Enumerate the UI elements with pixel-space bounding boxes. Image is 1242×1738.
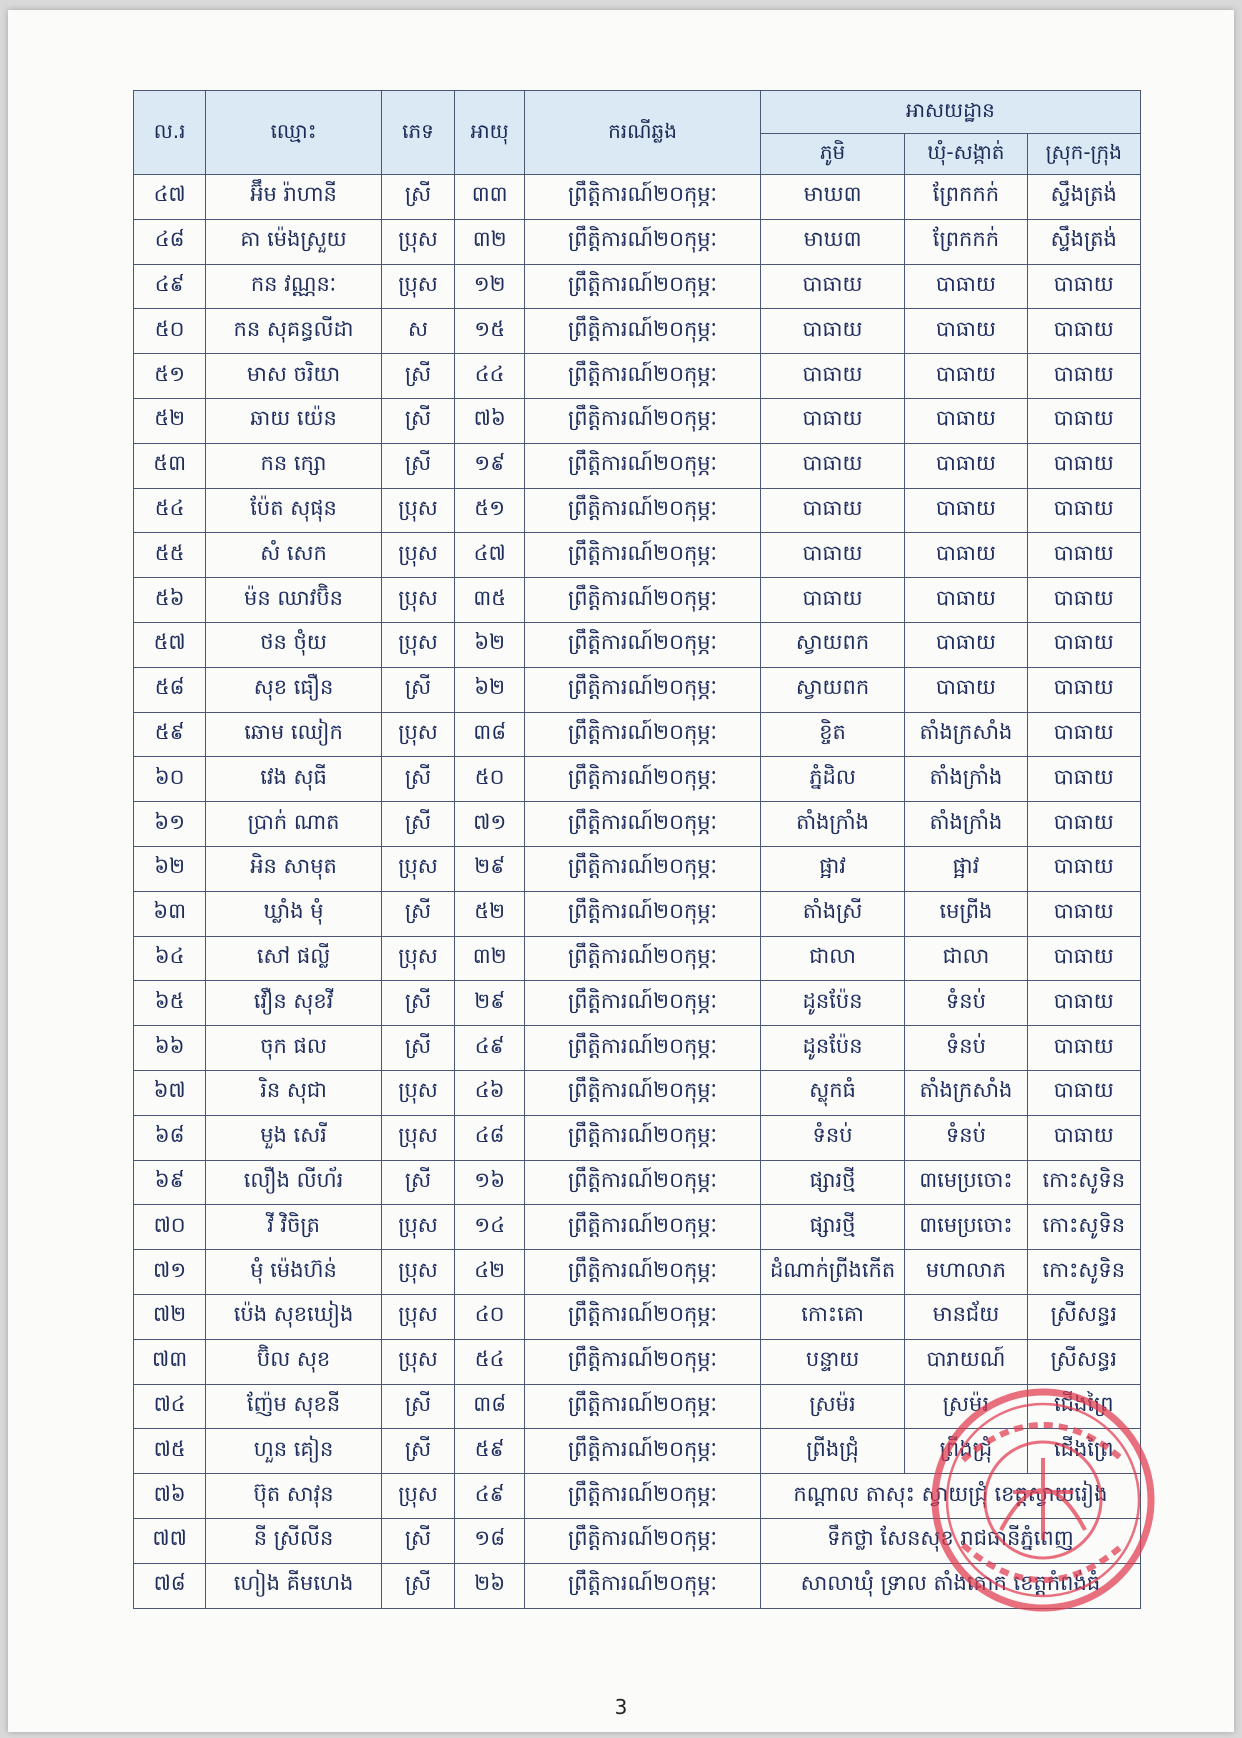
cell-case: ព្រឹត្តិការណ៍២០កុម្ភៈ	[525, 1294, 761, 1339]
cell-no: ៧១	[134, 1250, 206, 1295]
cell-age: ១៨	[455, 1518, 525, 1563]
cell-district: បាធាយ	[1027, 443, 1140, 488]
cell-village: បាធាយ	[760, 264, 904, 309]
cell-sex: ប្រុស	[381, 1115, 454, 1160]
table-row	[134, 981, 1141, 1026]
cell-no: ៧៧	[134, 1518, 206, 1563]
cell-village: ខ្ចិត	[760, 712, 904, 757]
cell-commune: មេព្រីង	[905, 891, 1027, 936]
cell-sex: ប្រុស	[381, 1250, 454, 1295]
document-page	[8, 10, 1234, 1732]
cell-no: ៦១	[134, 802, 206, 847]
cell-sex: ប្រុស	[381, 264, 454, 309]
cell-district: បាធាយ	[1027, 622, 1140, 667]
cell-district: កោះសូទិន	[1027, 1160, 1140, 1205]
cell-case: ព្រឹត្តិការណ៍២០កុម្ភៈ	[525, 1384, 761, 1429]
header-no: ល.រ	[134, 91, 206, 175]
cell-name: ប៉ែត សុផុន	[206, 488, 382, 533]
cell-district: បាធាយ	[1027, 846, 1140, 891]
table-row	[134, 354, 1141, 399]
table-row	[134, 219, 1141, 264]
cell-no: ៥៥	[134, 533, 206, 578]
cell-sex: ប្រុស	[381, 622, 454, 667]
cell-commune: តាំងក្រាំង	[905, 802, 1027, 847]
cell-no: ៥៣	[134, 443, 206, 488]
cell-district: បាធាយ	[1027, 891, 1140, 936]
cell-case: ព្រឹត្តិការណ៍២០កុម្ភៈ	[525, 488, 761, 533]
cell-commune: ទំនប់	[905, 1115, 1027, 1160]
cell-sex: ស្រី	[381, 1429, 454, 1474]
cell-sex: ស្រី	[381, 1384, 454, 1429]
cell-sex: ស្រី	[381, 175, 454, 220]
cell-district: បាធាយ	[1027, 354, 1140, 399]
cell-case: ព្រឹត្តិការណ៍២០កុម្ភៈ	[525, 712, 761, 757]
cell-no: ៦៦	[134, 1026, 206, 1071]
cell-district: បាធាយ	[1027, 757, 1140, 802]
cell-name: ម៉ន ឈាវប៊ិន	[206, 578, 382, 623]
cell-case: ព្រឹត្តិការណ៍២០កុម្ភៈ	[525, 667, 761, 712]
cell-sex: ស្រី	[381, 443, 454, 488]
table-row	[134, 1429, 1141, 1474]
cell-no: ៦៨	[134, 1115, 206, 1160]
cell-commune: បាធាយ	[905, 533, 1027, 578]
cell-case: ព្រឹត្តិការណ៍២០កុម្ភៈ	[525, 443, 761, 488]
cell-sex: ប្រុស	[381, 1339, 454, 1384]
cell-no: ៥២	[134, 398, 206, 443]
cell-case: ព្រឹត្តិការណ៍២០កុម្ភៈ	[525, 1205, 761, 1250]
cell-case: ព្រឹត្តិការណ៍២០កុម្ភៈ	[525, 533, 761, 578]
cell-name: ប៊ុត សាវុន	[206, 1474, 382, 1519]
cell-sex: ស្រី	[381, 1518, 454, 1563]
table-row	[134, 1160, 1141, 1205]
cell-case: ព្រឹត្តិការណ៍២០កុម្ភៈ	[525, 398, 761, 443]
cell-no: ៦២	[134, 846, 206, 891]
cell-commune: ផ្អាវ	[905, 846, 1027, 891]
cell-village: ផ្សារថ្មី	[760, 1205, 904, 1250]
cell-name: ឆាយ យ៉េន	[206, 398, 382, 443]
cell-no: ៧៦	[134, 1474, 206, 1519]
cell-name: ហៀង គីមហេង	[206, 1563, 382, 1608]
header-village: ភូមិ	[760, 134, 904, 175]
cell-district: ស្ទឹងត្រង់	[1027, 175, 1140, 220]
cell-sex: ប្រុស	[381, 936, 454, 981]
cell-sex: ស្រី	[381, 398, 454, 443]
table-row	[134, 1518, 1141, 1563]
table-row	[134, 622, 1141, 667]
cell-sex: ស្រី	[381, 667, 454, 712]
cell-age: ២៦	[455, 1563, 525, 1608]
cell-commune: ព្រែកកក់	[905, 219, 1027, 264]
cell-district: បាធាយ	[1027, 398, 1140, 443]
cell-name: ថន ថុំយ	[206, 622, 382, 667]
cell-sex: ស្រី	[381, 1160, 454, 1205]
cell-village: បាធាយ	[760, 533, 904, 578]
cell-sex: ប្រុស	[381, 1070, 454, 1115]
cell-age: ៤០	[455, 1294, 525, 1339]
cell-case: ព្រឹត្តិការណ៍២០កុម្ភៈ	[525, 1563, 761, 1608]
cell-address-merged: ទឹកថ្លា សែនសុខ រាជធានីភ្នំពេញ	[760, 1518, 1140, 1563]
cell-village: បាធាយ	[760, 443, 904, 488]
header-district: ស្រុក-ក្រុង	[1027, 134, 1140, 175]
cell-commune: ទំនប់	[905, 981, 1027, 1026]
cell-no: ៥៨	[134, 667, 206, 712]
cell-name: វេង សុធី	[206, 757, 382, 802]
cell-sex: ប្រុស	[381, 1294, 454, 1339]
cell-sex: ស្រី	[381, 354, 454, 399]
cell-name: ហួន គៀន	[206, 1429, 382, 1474]
cell-case: ព្រឹត្តិការណ៍២០កុម្ភៈ	[525, 578, 761, 623]
table-row	[134, 1205, 1141, 1250]
cell-sex: ស្រី	[381, 1026, 454, 1071]
cell-commune: ជាលា	[905, 936, 1027, 981]
cell-name: ឃ្លាំង មុំ	[206, 891, 382, 936]
cell-name: រិន សុជា	[206, 1070, 382, 1115]
table-row	[134, 578, 1141, 623]
cell-village: ដូនប៉ែន	[760, 1026, 904, 1071]
cell-village: តាំងក្រាំង	[760, 802, 904, 847]
cell-name: កន វណ្ណនៈ	[206, 264, 382, 309]
cell-age: ៥១	[455, 488, 525, 533]
cell-age: ១៦	[455, 1160, 525, 1205]
cell-name: កន ក្សោ	[206, 443, 382, 488]
cell-case: ព្រឹត្តិការណ៍២០កុម្ភៈ	[525, 1115, 761, 1160]
cell-village: បាធាយ	[760, 354, 904, 399]
cell-village: មាឃ៣	[760, 175, 904, 220]
cell-case: ព្រឹត្តិការណ៍២០កុម្ភៈ	[525, 1026, 761, 1071]
cell-case: ព្រឹត្តិការណ៍២០កុម្ភៈ	[525, 891, 761, 936]
cell-name: មុំ ម៉េងហ៊ន់	[206, 1250, 382, 1295]
cell-village: ដូនប៉ែន	[760, 981, 904, 1026]
cell-commune: បាធាយ	[905, 309, 1027, 354]
cell-no: ៧០	[134, 1205, 206, 1250]
table-body	[134, 175, 1141, 1609]
cell-name: សំ សេក	[206, 533, 382, 578]
cell-commune: ព្រែកកក់	[905, 175, 1027, 220]
cell-district: បាធាយ	[1027, 1026, 1140, 1071]
table-row	[134, 802, 1141, 847]
cell-commune: មានជ័យ	[905, 1294, 1027, 1339]
cell-age: ៤៦	[455, 1070, 525, 1115]
cell-sex: ប្រុស	[381, 578, 454, 623]
cell-village: បាធាយ	[760, 578, 904, 623]
cell-village: បាធាយ	[760, 398, 904, 443]
cell-case: ព្រឹត្តិការណ៍២០កុម្ភៈ	[525, 1518, 761, 1563]
page-number: 3	[614, 1695, 628, 1719]
cell-case: ព្រឹត្តិការណ៍២០កុម្ភៈ	[525, 1070, 761, 1115]
cell-age: ២៩	[455, 846, 525, 891]
cell-commune: បាធាយ	[905, 398, 1027, 443]
cell-village: ស្លុកធំ	[760, 1070, 904, 1115]
table-row	[134, 1294, 1141, 1339]
cell-sex: ប្រុស	[381, 712, 454, 757]
cell-commune: តាំងក្រសាំង	[905, 712, 1027, 757]
cell-village: ស្វាយពក	[760, 667, 904, 712]
cell-no: ៦៤	[134, 936, 206, 981]
cell-village: បាធាយ	[760, 309, 904, 354]
cell-commune: បាធាយ	[905, 667, 1027, 712]
cell-name: មាស ចរិយា	[206, 354, 382, 399]
cell-no: ៥៧	[134, 622, 206, 667]
cell-age: ៦២	[455, 667, 525, 712]
cell-no: ៥៦	[134, 578, 206, 623]
cell-district: ជើងព្រៃ	[1027, 1384, 1140, 1429]
cell-district: ស្ទឹងត្រង់	[1027, 219, 1140, 264]
header-sex: ភេទ	[381, 91, 454, 175]
cell-case: ព្រឹត្តិការណ៍២០កុម្ភៈ	[525, 354, 761, 399]
cell-no: ៥៤	[134, 488, 206, 533]
cell-village: ស្រម៉រ	[760, 1384, 904, 1429]
cell-no: ៦០	[134, 757, 206, 802]
cell-no: ៥០	[134, 309, 206, 354]
cell-name: អ៊ឹម រ៉ាហានី	[206, 175, 382, 220]
cell-age: ៤២	[455, 1250, 525, 1295]
cell-age: ៣៥	[455, 578, 525, 623]
table-row	[134, 712, 1141, 757]
table-row	[134, 1474, 1141, 1519]
cell-commune: បាធាយ	[905, 578, 1027, 623]
cell-name: ឆោម ឈៀក	[206, 712, 382, 757]
table-row	[134, 936, 1141, 981]
table-row	[134, 443, 1141, 488]
cell-address-merged: សាលាឃុំ ទ្រាល តាំងគោក ខេត្តកំពង់ធំ	[760, 1563, 1140, 1608]
cell-age: ៧១	[455, 802, 525, 847]
cell-village: មាឃ៣	[760, 219, 904, 264]
cell-commune: តាំងក្រសាំង	[905, 1070, 1027, 1115]
cell-sex: ស្រី	[381, 981, 454, 1026]
cell-sex: ស	[381, 309, 454, 354]
cell-name: សុខ ធឿន	[206, 667, 382, 712]
header-name: ឈ្មោះ	[206, 91, 382, 175]
cell-case: ព្រឹត្តិការណ៍២០កុម្ភៈ	[525, 622, 761, 667]
cell-age: ៣៨	[455, 712, 525, 757]
table-row	[134, 175, 1141, 220]
cell-district: ជើងព្រៃ	[1027, 1429, 1140, 1474]
header-case: ករណីឆ្លង	[525, 91, 761, 175]
cell-case: ព្រឹត្តិការណ៍២០កុម្ភៈ	[525, 1474, 761, 1519]
cell-case: ព្រឹត្តិការណ៍២០កុម្ភៈ	[525, 936, 761, 981]
cell-name: វឿន សុខវី	[206, 981, 382, 1026]
cell-sex: ប្រុស	[381, 1205, 454, 1250]
cell-name: ញ៉ែម សុខនី	[206, 1384, 382, 1429]
cell-district: បាធាយ	[1027, 309, 1140, 354]
cell-age: ៦២	[455, 622, 525, 667]
cell-commune: ស្រម៉រ	[905, 1384, 1027, 1429]
cell-age: ៧៦	[455, 398, 525, 443]
cell-village: បាធាយ	[760, 488, 904, 533]
cell-age: ៤៧	[455, 533, 525, 578]
cell-age: ៤៩	[455, 1026, 525, 1071]
table-row	[134, 1384, 1141, 1429]
cell-no: ៦៩	[134, 1160, 206, 1205]
cell-commune: បាធាយ	[905, 443, 1027, 488]
cell-village: ព្រីងជ្រុំ	[760, 1429, 904, 1474]
cell-district: បាធាយ	[1027, 264, 1140, 309]
cell-no: ៤៧	[134, 175, 206, 220]
cell-commune: មហាលាភ	[905, 1250, 1027, 1295]
header-age: អាយុ	[455, 91, 525, 175]
cell-name: ចុក ផល	[206, 1026, 382, 1071]
cell-age: ៣២	[455, 219, 525, 264]
cell-village: ដំណាក់ព្រីងកើត	[760, 1250, 904, 1295]
cell-case: ព្រឹត្តិការណ៍២០កុម្ភៈ	[525, 1160, 761, 1205]
table-row	[134, 1339, 1141, 1384]
cell-sex: ប្រុស	[381, 533, 454, 578]
table-row	[134, 488, 1141, 533]
table-row	[134, 1563, 1141, 1608]
cell-village: តាំងស្រី	[760, 891, 904, 936]
cell-village: ផ្អាវ	[760, 846, 904, 891]
cell-no: ៥១	[134, 354, 206, 399]
cell-sex: ស្រី	[381, 802, 454, 847]
cell-village: បន្ទាយ	[760, 1339, 904, 1384]
cell-commune: បាធាយ	[905, 488, 1027, 533]
cell-district: ស្រីសន្ធរ	[1027, 1339, 1140, 1384]
table-row	[134, 398, 1141, 443]
header-address: អាសយដ្ឋាន	[760, 91, 1140, 134]
cell-case: ព្រឹត្តិការណ៍២០កុម្ភៈ	[525, 264, 761, 309]
cell-commune: ៣មេប្រចោះ	[905, 1160, 1027, 1205]
table-row	[134, 891, 1141, 936]
cell-no: ៧៣	[134, 1339, 206, 1384]
cell-name: នី ស្រីលីន	[206, 1518, 382, 1563]
cell-no: ៦៧	[134, 1070, 206, 1115]
cell-name: មួង សេរី	[206, 1115, 382, 1160]
cell-name: សៅ ផល្លី	[206, 936, 382, 981]
cell-sex: ប្រុស	[381, 846, 454, 891]
cell-no: ៧៥	[134, 1429, 206, 1474]
cell-district: បាធាយ	[1027, 667, 1140, 712]
cell-district: បាធាយ	[1027, 578, 1140, 623]
cell-age: ៥៤	[455, 1339, 525, 1384]
cell-age: ៥០	[455, 757, 525, 802]
cell-age: ២៩	[455, 981, 525, 1026]
cell-village: កោះគោ	[760, 1294, 904, 1339]
table-row	[134, 533, 1141, 578]
cell-district: កោះសូទិន	[1027, 1205, 1140, 1250]
table-row	[134, 309, 1141, 354]
table-row	[134, 846, 1141, 891]
cell-no: ៤៩	[134, 264, 206, 309]
table-header	[134, 91, 1141, 175]
cell-commune: បារាយណ៍	[905, 1339, 1027, 1384]
cell-no: ៧៤	[134, 1384, 206, 1429]
cell-commune: បាធាយ	[905, 264, 1027, 309]
table-row	[134, 1070, 1141, 1115]
header-commune: ឃុំ-សង្កាត់	[905, 134, 1027, 175]
cell-no: ៧២	[134, 1294, 206, 1339]
cell-village: ភ្នំដិល	[760, 757, 904, 802]
cell-commune: ទំនប់	[905, 1026, 1027, 1071]
cell-district: បាធាយ	[1027, 488, 1140, 533]
cell-name: ប៉េង សុខឃៀង	[206, 1294, 382, 1339]
cell-name: ប៊ិល សុខ	[206, 1339, 382, 1384]
cell-age: ៤៤	[455, 354, 525, 399]
table-row	[134, 667, 1141, 712]
table-row	[134, 1250, 1141, 1295]
cell-no: ៧៨	[134, 1563, 206, 1608]
cell-district: បាធាយ	[1027, 936, 1140, 981]
cell-name: អិន សាមុត	[206, 846, 382, 891]
cell-commune: បាធាយ	[905, 622, 1027, 667]
cell-case: ព្រឹត្តិការណ៍២០កុម្ភៈ	[525, 219, 761, 264]
cell-name: កន សុគន្ធលីដា	[206, 309, 382, 354]
cell-age: ៣៨	[455, 1384, 525, 1429]
cell-no: ៤៨	[134, 219, 206, 264]
cell-sex: ស្រី	[381, 891, 454, 936]
cell-district: បាធាយ	[1027, 1070, 1140, 1115]
cell-district: បាធាយ	[1027, 981, 1140, 1026]
cell-age: ១៥	[455, 309, 525, 354]
cell-sex: ស្រី	[381, 1563, 454, 1608]
cell-case: ព្រឹត្តិការណ៍២០កុម្ភៈ	[525, 802, 761, 847]
cell-case: ព្រឹត្តិការណ៍២០កុម្ភៈ	[525, 981, 761, 1026]
cell-case: ព្រឹត្តិការណ៍២០កុម្ភៈ	[525, 757, 761, 802]
table-row	[134, 1115, 1141, 1160]
cell-age: ៥២	[455, 891, 525, 936]
cell-district: បាធាយ	[1027, 533, 1140, 578]
cell-district: កោះសូទិន	[1027, 1250, 1140, 1295]
cell-age: ១៩	[455, 443, 525, 488]
table-row	[134, 757, 1141, 802]
table-row	[134, 264, 1141, 309]
cell-commune: ព្រីងជ្រុំ	[905, 1429, 1027, 1474]
cell-sex: ស្រី	[381, 757, 454, 802]
cell-case: ព្រឹត្តិការណ៍២០កុម្ភៈ	[525, 1339, 761, 1384]
cell-district: ស្រីសន្ធរ	[1027, 1294, 1140, 1339]
cell-case: ព្រឹត្តិការណ៍២០កុម្ភៈ	[525, 175, 761, 220]
cell-commune: បាធាយ	[905, 354, 1027, 399]
cell-name: គា ម៉េងស្រួយ	[206, 219, 382, 264]
cell-case: ព្រឹត្តិការណ៍២០កុម្ភៈ	[525, 1429, 761, 1474]
case-table	[133, 90, 1141, 1609]
cell-village: ផ្សារថ្មី	[760, 1160, 904, 1205]
cell-case: ព្រឹត្តិការណ៍២០កុម្ភៈ	[525, 846, 761, 891]
cell-age: ៤៩	[455, 1474, 525, 1519]
cell-sex: ប្រុស	[381, 1474, 454, 1519]
cell-district: បាធាយ	[1027, 1115, 1140, 1160]
cell-commune: តាំងក្រាំង	[905, 757, 1027, 802]
cell-village: ជាលា	[760, 936, 904, 981]
cell-name: វី វិចិត្រ	[206, 1205, 382, 1250]
cell-village: ទំនប់	[760, 1115, 904, 1160]
cell-name: លឿង លីហ័រ	[206, 1160, 382, 1205]
table-row	[134, 1026, 1141, 1071]
cell-age: ៤៨	[455, 1115, 525, 1160]
cell-district: បាធាយ	[1027, 712, 1140, 757]
cell-age: ១២	[455, 264, 525, 309]
cell-age: ៥៩	[455, 1429, 525, 1474]
cell-age: ៣៣	[455, 175, 525, 220]
cell-sex: ប្រុស	[381, 219, 454, 264]
cell-village: ស្វាយពក	[760, 622, 904, 667]
cell-case: ព្រឹត្តិការណ៍២០កុម្ភៈ	[525, 1250, 761, 1295]
cell-sex: ប្រុស	[381, 488, 454, 533]
cell-case: ព្រឹត្តិការណ៍២០កុម្ភៈ	[525, 309, 761, 354]
cell-age: ៣២	[455, 936, 525, 981]
cell-age: ១៤	[455, 1205, 525, 1250]
cell-commune: ៣មេប្រចោះ	[905, 1205, 1027, 1250]
cell-no: ៦៥	[134, 981, 206, 1026]
cell-no: ៥៩	[134, 712, 206, 757]
cell-name: ប្រាក់ ណាត	[206, 802, 382, 847]
cell-district: បាធាយ	[1027, 802, 1140, 847]
cell-address-merged: កណ្តាល តាសុះ ស្វាយជ្រុំ ខេត្តស្វាយរៀង	[760, 1474, 1140, 1519]
cell-no: ៦៣	[134, 891, 206, 936]
